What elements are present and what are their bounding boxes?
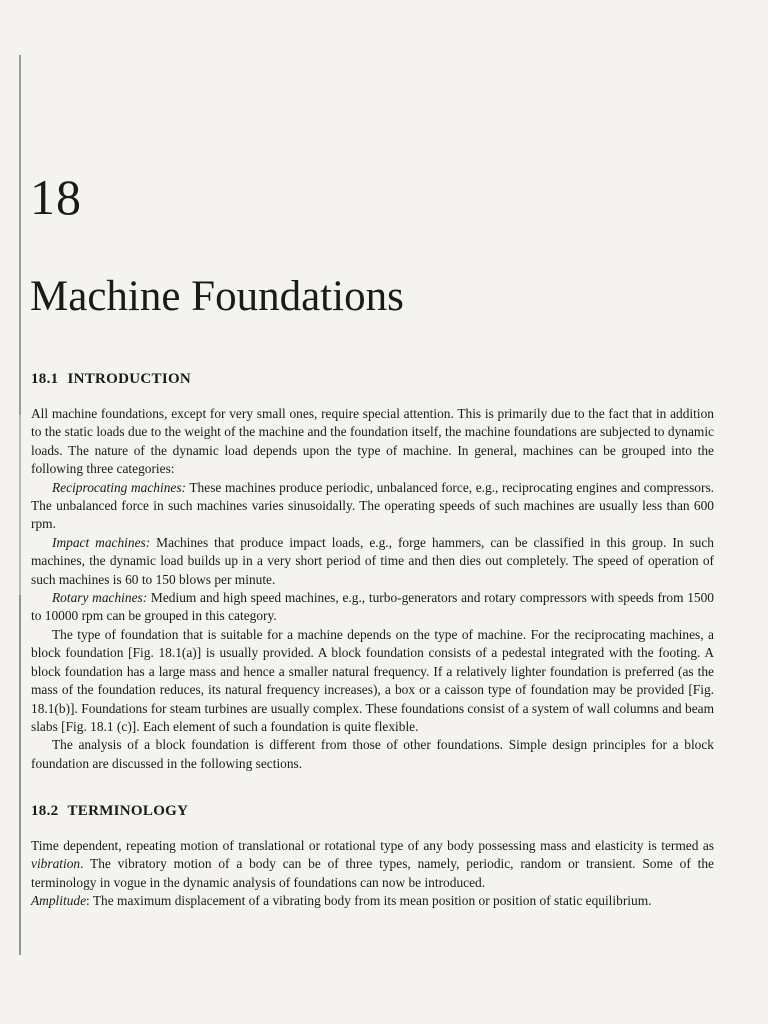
section-title: INTRODUCTION (67, 371, 192, 387)
term: vibration (31, 856, 81, 872)
section-heading-introduction (31, 371, 191, 388)
terminology-body (31, 837, 714, 911)
paragraph (31, 479, 714, 534)
paragraph: All machine foundations, except for very small ones, require special attention. This is primarily due to the fact that in addition to the static loads due to the weight of the machine and the foundation itself, the machine foundations are subjected to dynamic loads. The nature of the dynamic load depends upon the type of machine. In general, machines can be grouped into the following three categories: (31, 406, 714, 477)
term: Rotary machines: (52, 590, 148, 606)
section-number: 18.1 (31, 371, 59, 387)
paragraph-text: : The maximum displacement of a vibrating body from its mean position or position of static equilibrium. (86, 893, 652, 909)
section-heading-terminology (31, 803, 188, 820)
paragraph: The type of foundation that is suitable for a machine depends on the type of machine. For the reciprocating machines, a block foundation [Fig. 18.1(a)] is usually provided. A block foundation consists of a pedestal integrated with the footing. A block foundation has a large mass and hence a smaller natural frequency. If a relatively lighter foundation is preferred (as the mass of the foundation reduces, its natural frequency increases), a box or a caisson type of foundation may be provided [Fig. 18.1(b)]. Foundations for steam turbines are usually complex. These foundations consist of a system of wall columns and beam slabs [Fig. 18.1 (c)]. Each element of such a foundation is quite flexible. (31, 626, 714, 734)
chapter-number: 18 (30, 169, 82, 225)
term: Amplitude (31, 893, 87, 909)
term: Impact machines: (52, 534, 151, 550)
introduction-body (31, 405, 714, 773)
section-number: 18.2 (31, 803, 59, 819)
paragraph (31, 589, 714, 626)
paragraph-text: . The vibratory motion of a body can be of three types, namely, periodic, random or transient. Some of the terminology in vogue in the dynamic analysis of foundations can now be introduced. (31, 856, 714, 890)
paragraph-text: Medium and high speed machines, e.g., turbo-generators and rotary compressors with speeds from 1500 to 10000 rpm can be grouped in this category. (31, 590, 714, 624)
paragraph (31, 534, 714, 589)
paragraph (31, 892, 714, 910)
paragraph-text: Time dependent, repeating motion of translational or rotational type of any body possessing mass and elasticity is termed as (31, 838, 714, 853)
paragraph (31, 837, 714, 892)
paragraph-text: Machines that produce impact loads, e.g., forge hammers, can be classified in this group. In such machines, the dynamic load builds up in a very short period of time and then dies out completely. The speed of operation of such machines is 60 to 150 blows per minute. (31, 534, 714, 587)
term: Reciprocating machines: (52, 479, 187, 495)
page-margin-rule (19, 55, 21, 955)
chapter-title: Machine Foundations (30, 273, 404, 320)
section-title: TERMINOLOGY (67, 803, 189, 819)
paragraph-text: These machines produce periodic, unbalanced force, e.g., reciprocating engines and compressors. The unbalanced force in such machines varies sinusoidally. The operating speeds of such machines are usually less than 600 rpm. (31, 479, 714, 532)
paragraph: The analysis of a block foundation is different from those of other foundations. Simple design principles for a block foundation are discussed in the following sections. (31, 737, 714, 771)
